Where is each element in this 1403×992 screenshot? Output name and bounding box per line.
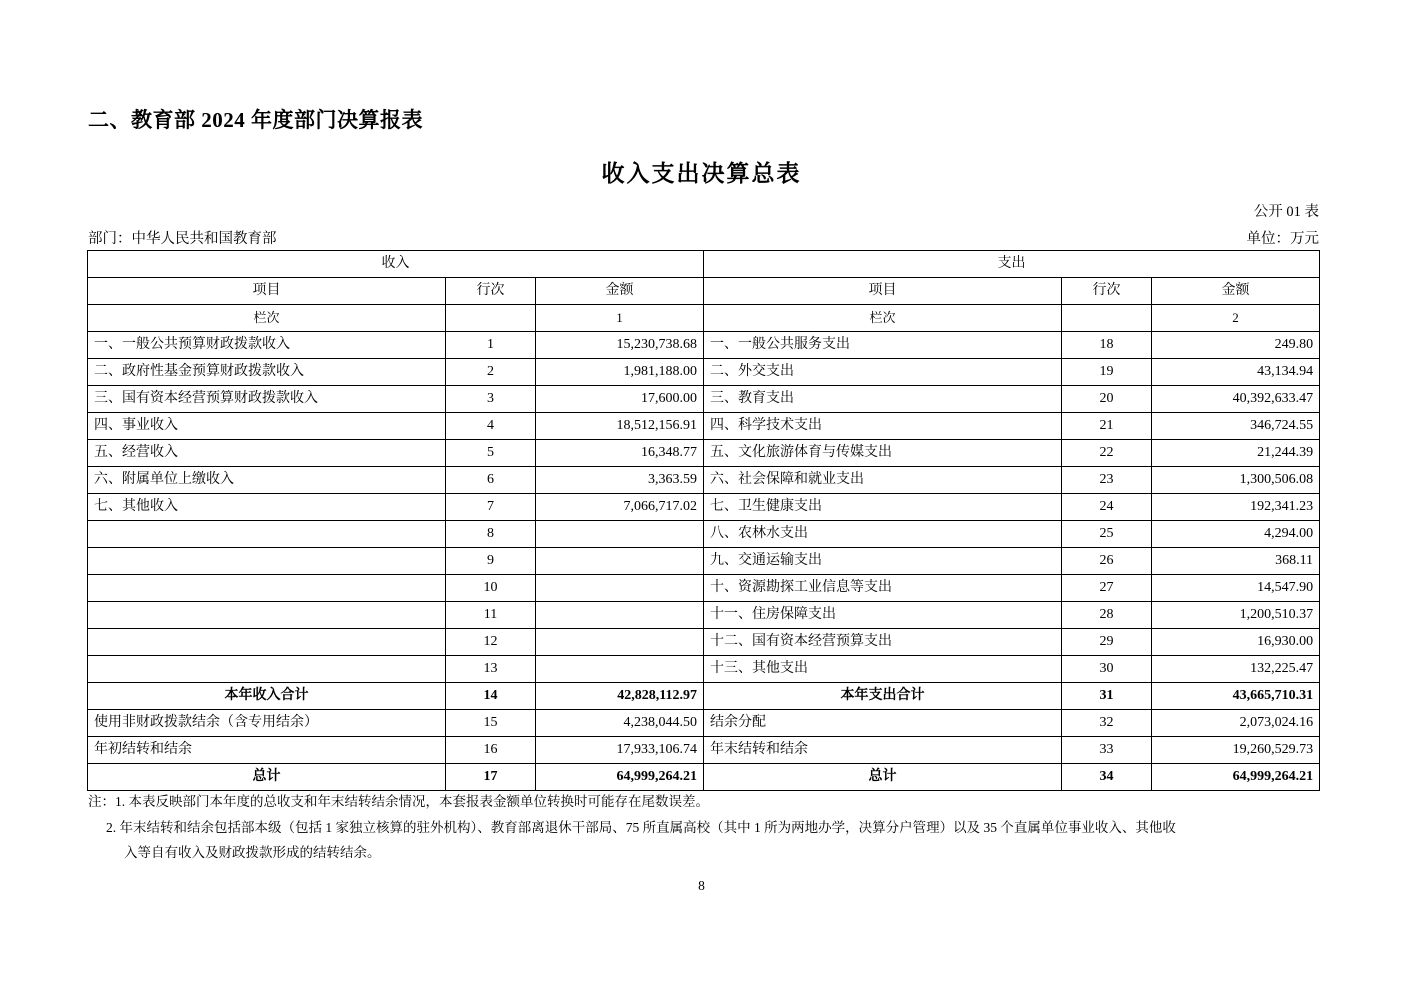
row-expense-item: 十二、国有资本经营预算支出 (704, 629, 1062, 656)
row-income-item (88, 656, 446, 683)
row-income-item: 二、政府性基金预算财政拨款收入 (88, 359, 446, 386)
summary-income-amount: 4,238,044.50 (536, 710, 704, 737)
row-expense-amount: 14,547.90 (1152, 575, 1320, 602)
summary-expense-line: 32 (1062, 710, 1152, 737)
row-expense-amount: 21,244.39 (1152, 440, 1320, 467)
row-income-amount: 15,230,738.68 (536, 332, 704, 359)
row-expense-line: 26 (1062, 548, 1152, 575)
table-row (88, 332, 1320, 359)
row-expense-item: 八、农林水支出 (704, 521, 1062, 548)
table-row (88, 494, 1320, 521)
col-index-income: 1 (536, 305, 704, 332)
row-income-amount: 18,512,156.91 (536, 413, 704, 440)
form-number: 公开 01 表 (1253, 204, 1319, 220)
table-row (88, 386, 1320, 413)
row-income-item: 三、国有资本经营预算财政拨款收入 (88, 386, 446, 413)
summary-income-amount: 17,933,106.74 (536, 737, 704, 764)
row-expense-item: 一、一般公共服务支出 (704, 332, 1062, 359)
col-index-label-expense: 栏次 (704, 305, 1062, 332)
row-income-amount (536, 656, 704, 683)
row-expense-amount: 16,930.00 (1152, 629, 1320, 656)
table-notes (88, 790, 1328, 865)
row-income-item (88, 629, 446, 656)
row-expense-item: 四、科学技术支出 (704, 413, 1062, 440)
table-row (88, 440, 1320, 467)
row-income-item: 五、经营收入 (88, 440, 446, 467)
col-header-line-income: 行次 (446, 278, 536, 305)
row-expense-item: 七、卫生健康支出 (704, 494, 1062, 521)
row-expense-amount: 40,392,633.47 (1152, 386, 1320, 413)
row-expense-amount: 1,200,510.37 (1152, 602, 1320, 629)
row-expense-item: 六、社会保障和就业支出 (704, 467, 1062, 494)
row-income-item: 一、一般公共预算财政拨款收入 (88, 332, 446, 359)
department-line: 部门：中华人民共和国教育部 (88, 231, 277, 247)
col-index-label-income: 栏次 (88, 305, 446, 332)
table-row (88, 629, 1320, 656)
row-income-line: 12 (446, 629, 536, 656)
col-index-blank-expense (1062, 305, 1152, 332)
table-column-index-row (88, 305, 1320, 332)
row-expense-item: 九、交通运输支出 (704, 548, 1062, 575)
summary-expense-item: 本年支出合计 (704, 683, 1062, 710)
row-expense-line: 28 (1062, 602, 1152, 629)
table-group-header-row (88, 251, 1320, 278)
row-income-line: 7 (446, 494, 536, 521)
row-income-item: 六、附属单位上缴收入 (88, 467, 446, 494)
row-expense-amount: 43,134.94 (1152, 359, 1320, 386)
table-row (88, 656, 1320, 683)
row-expense-line: 18 (1062, 332, 1152, 359)
table-row (88, 602, 1320, 629)
summary-income-amount: 64,999,264.21 (536, 764, 704, 791)
row-expense-amount: 132,225.47 (1152, 656, 1320, 683)
row-income-amount (536, 629, 704, 656)
row-income-amount: 16,348.77 (536, 440, 704, 467)
table-summary-row (88, 710, 1320, 737)
row-income-line: 13 (446, 656, 536, 683)
row-income-line: 3 (446, 386, 536, 413)
row-expense-line: 24 (1062, 494, 1152, 521)
row-expense-amount: 192,341.23 (1152, 494, 1320, 521)
row-income-amount (536, 521, 704, 548)
row-expense-line: 19 (1062, 359, 1152, 386)
row-income-item (88, 575, 446, 602)
table-row (88, 467, 1320, 494)
note-1: 注：1. 本表反映部门本年度的总收支和年末结转结余情况，本套报表金额单位转换时可能存在尾数误差。 (88, 794, 709, 809)
summary-income-item: 本年收入合计 (88, 683, 446, 710)
row-income-line: 4 (446, 413, 536, 440)
table-column-header-row (88, 278, 1320, 305)
summary-income-line: 14 (446, 683, 536, 710)
summary-income-line: 16 (446, 737, 536, 764)
row-income-line: 2 (446, 359, 536, 386)
row-income-line: 11 (446, 602, 536, 629)
row-expense-item: 十一、住房保障支出 (704, 602, 1062, 629)
table-row (88, 359, 1320, 386)
row-income-line: 10 (446, 575, 536, 602)
summary-expense-amount: 19,260,529.73 (1152, 737, 1320, 764)
row-income-line: 8 (446, 521, 536, 548)
row-expense-item: 十三、其他支出 (704, 656, 1062, 683)
row-expense-amount: 1,300,506.08 (1152, 467, 1320, 494)
table-body (88, 332, 1320, 683)
row-expense-line: 25 (1062, 521, 1152, 548)
row-expense-amount: 4,294.00 (1152, 521, 1320, 548)
page-title: 收入支出决算总表 (601, 161, 802, 186)
unit-line: 单位：万元 (1246, 231, 1319, 247)
table-summary-row (88, 764, 1320, 791)
section-heading: 二、教育部 2024 年度部门决算报表 (88, 108, 423, 132)
page-number: 8 (698, 878, 705, 893)
row-expense-line: 30 (1062, 656, 1152, 683)
row-income-amount: 1,981,188.00 (536, 359, 704, 386)
summary-expense-line: 31 (1062, 683, 1152, 710)
col-header-amount-income: 金额 (536, 278, 704, 305)
summary-income-line: 15 (446, 710, 536, 737)
row-expense-line: 23 (1062, 467, 1152, 494)
row-income-amount (536, 575, 704, 602)
summary-income-item: 使用非财政拨款结余（含专用结余） (88, 710, 446, 737)
col-index-expense: 2 (1152, 305, 1320, 332)
col-header-line-expense: 行次 (1062, 278, 1152, 305)
col-header-amount-expense: 金额 (1152, 278, 1320, 305)
row-expense-line: 21 (1062, 413, 1152, 440)
summary-income-line: 17 (446, 764, 536, 791)
col-index-blank-income (446, 305, 536, 332)
row-expense-item: 五、文化旅游体育与传媒支出 (704, 440, 1062, 467)
row-income-amount: 7,066,717.02 (536, 494, 704, 521)
row-income-amount (536, 548, 704, 575)
summary-expense-amount: 2,073,024.16 (1152, 710, 1320, 737)
row-expense-item: 二、外交支出 (704, 359, 1062, 386)
row-income-amount: 17,600.00 (536, 386, 704, 413)
col-header-item-income: 项目 (88, 278, 446, 305)
row-expense-line: 27 (1062, 575, 1152, 602)
row-expense-amount: 346,724.55 (1152, 413, 1320, 440)
group-header-expense: 支出 (704, 251, 1320, 278)
budget-table (87, 250, 1320, 791)
row-expense-item: 三、教育支出 (704, 386, 1062, 413)
table-summary-row (88, 737, 1320, 764)
summary-income-item: 年初结转和结余 (88, 737, 446, 764)
table-row (88, 548, 1320, 575)
row-income-item (88, 548, 446, 575)
summary-income-amount: 42,828,112.97 (536, 683, 704, 710)
table-summary (88, 683, 1320, 791)
summary-expense-line: 34 (1062, 764, 1152, 791)
row-income-line: 6 (446, 467, 536, 494)
row-income-line: 1 (446, 332, 536, 359)
row-expense-line: 22 (1062, 440, 1152, 467)
col-header-item-expense: 项目 (704, 278, 1062, 305)
row-income-item: 四、事业收入 (88, 413, 446, 440)
summary-expense-amount: 43,665,710.31 (1152, 683, 1320, 710)
row-income-amount: 3,363.59 (536, 467, 704, 494)
row-expense-amount: 249.80 (1152, 332, 1320, 359)
summary-expense-item: 总计 (704, 764, 1062, 791)
table-row (88, 575, 1320, 602)
row-income-item: 七、其他收入 (88, 494, 446, 521)
table-summary-row (88, 683, 1320, 710)
row-income-item (88, 521, 446, 548)
row-expense-item: 十、资源勘探工业信息等支出 (704, 575, 1062, 602)
row-expense-amount: 368.11 (1152, 548, 1320, 575)
summary-income-item: 总计 (88, 764, 446, 791)
row-income-amount (536, 602, 704, 629)
row-expense-line: 29 (1062, 629, 1152, 656)
summary-expense-amount: 64,999,264.21 (1152, 764, 1320, 791)
row-income-line: 9 (446, 548, 536, 575)
row-income-line: 5 (446, 440, 536, 467)
summary-expense-item: 结余分配 (704, 710, 1062, 737)
table-row (88, 521, 1320, 548)
row-expense-line: 20 (1062, 386, 1152, 413)
note-2-line-2: 入等自有收入及财政拨款形成的结转结余。 (124, 845, 381, 861)
summary-expense-line: 33 (1062, 737, 1152, 764)
row-income-item (88, 602, 446, 629)
note-2-line-1: 2. 年末结转和结余包括部本级（包括 1 家独立核算的驻外机构）、教育部离退休干部局、75 所直属高校（其中 1 所为两地办学，决算分户管理）以及 35 个直属单位事业收入、其他收 (106, 819, 1176, 835)
summary-expense-item: 年末结转和结余 (704, 737, 1062, 764)
table-row (88, 413, 1320, 440)
group-header-income: 收入 (88, 251, 704, 278)
